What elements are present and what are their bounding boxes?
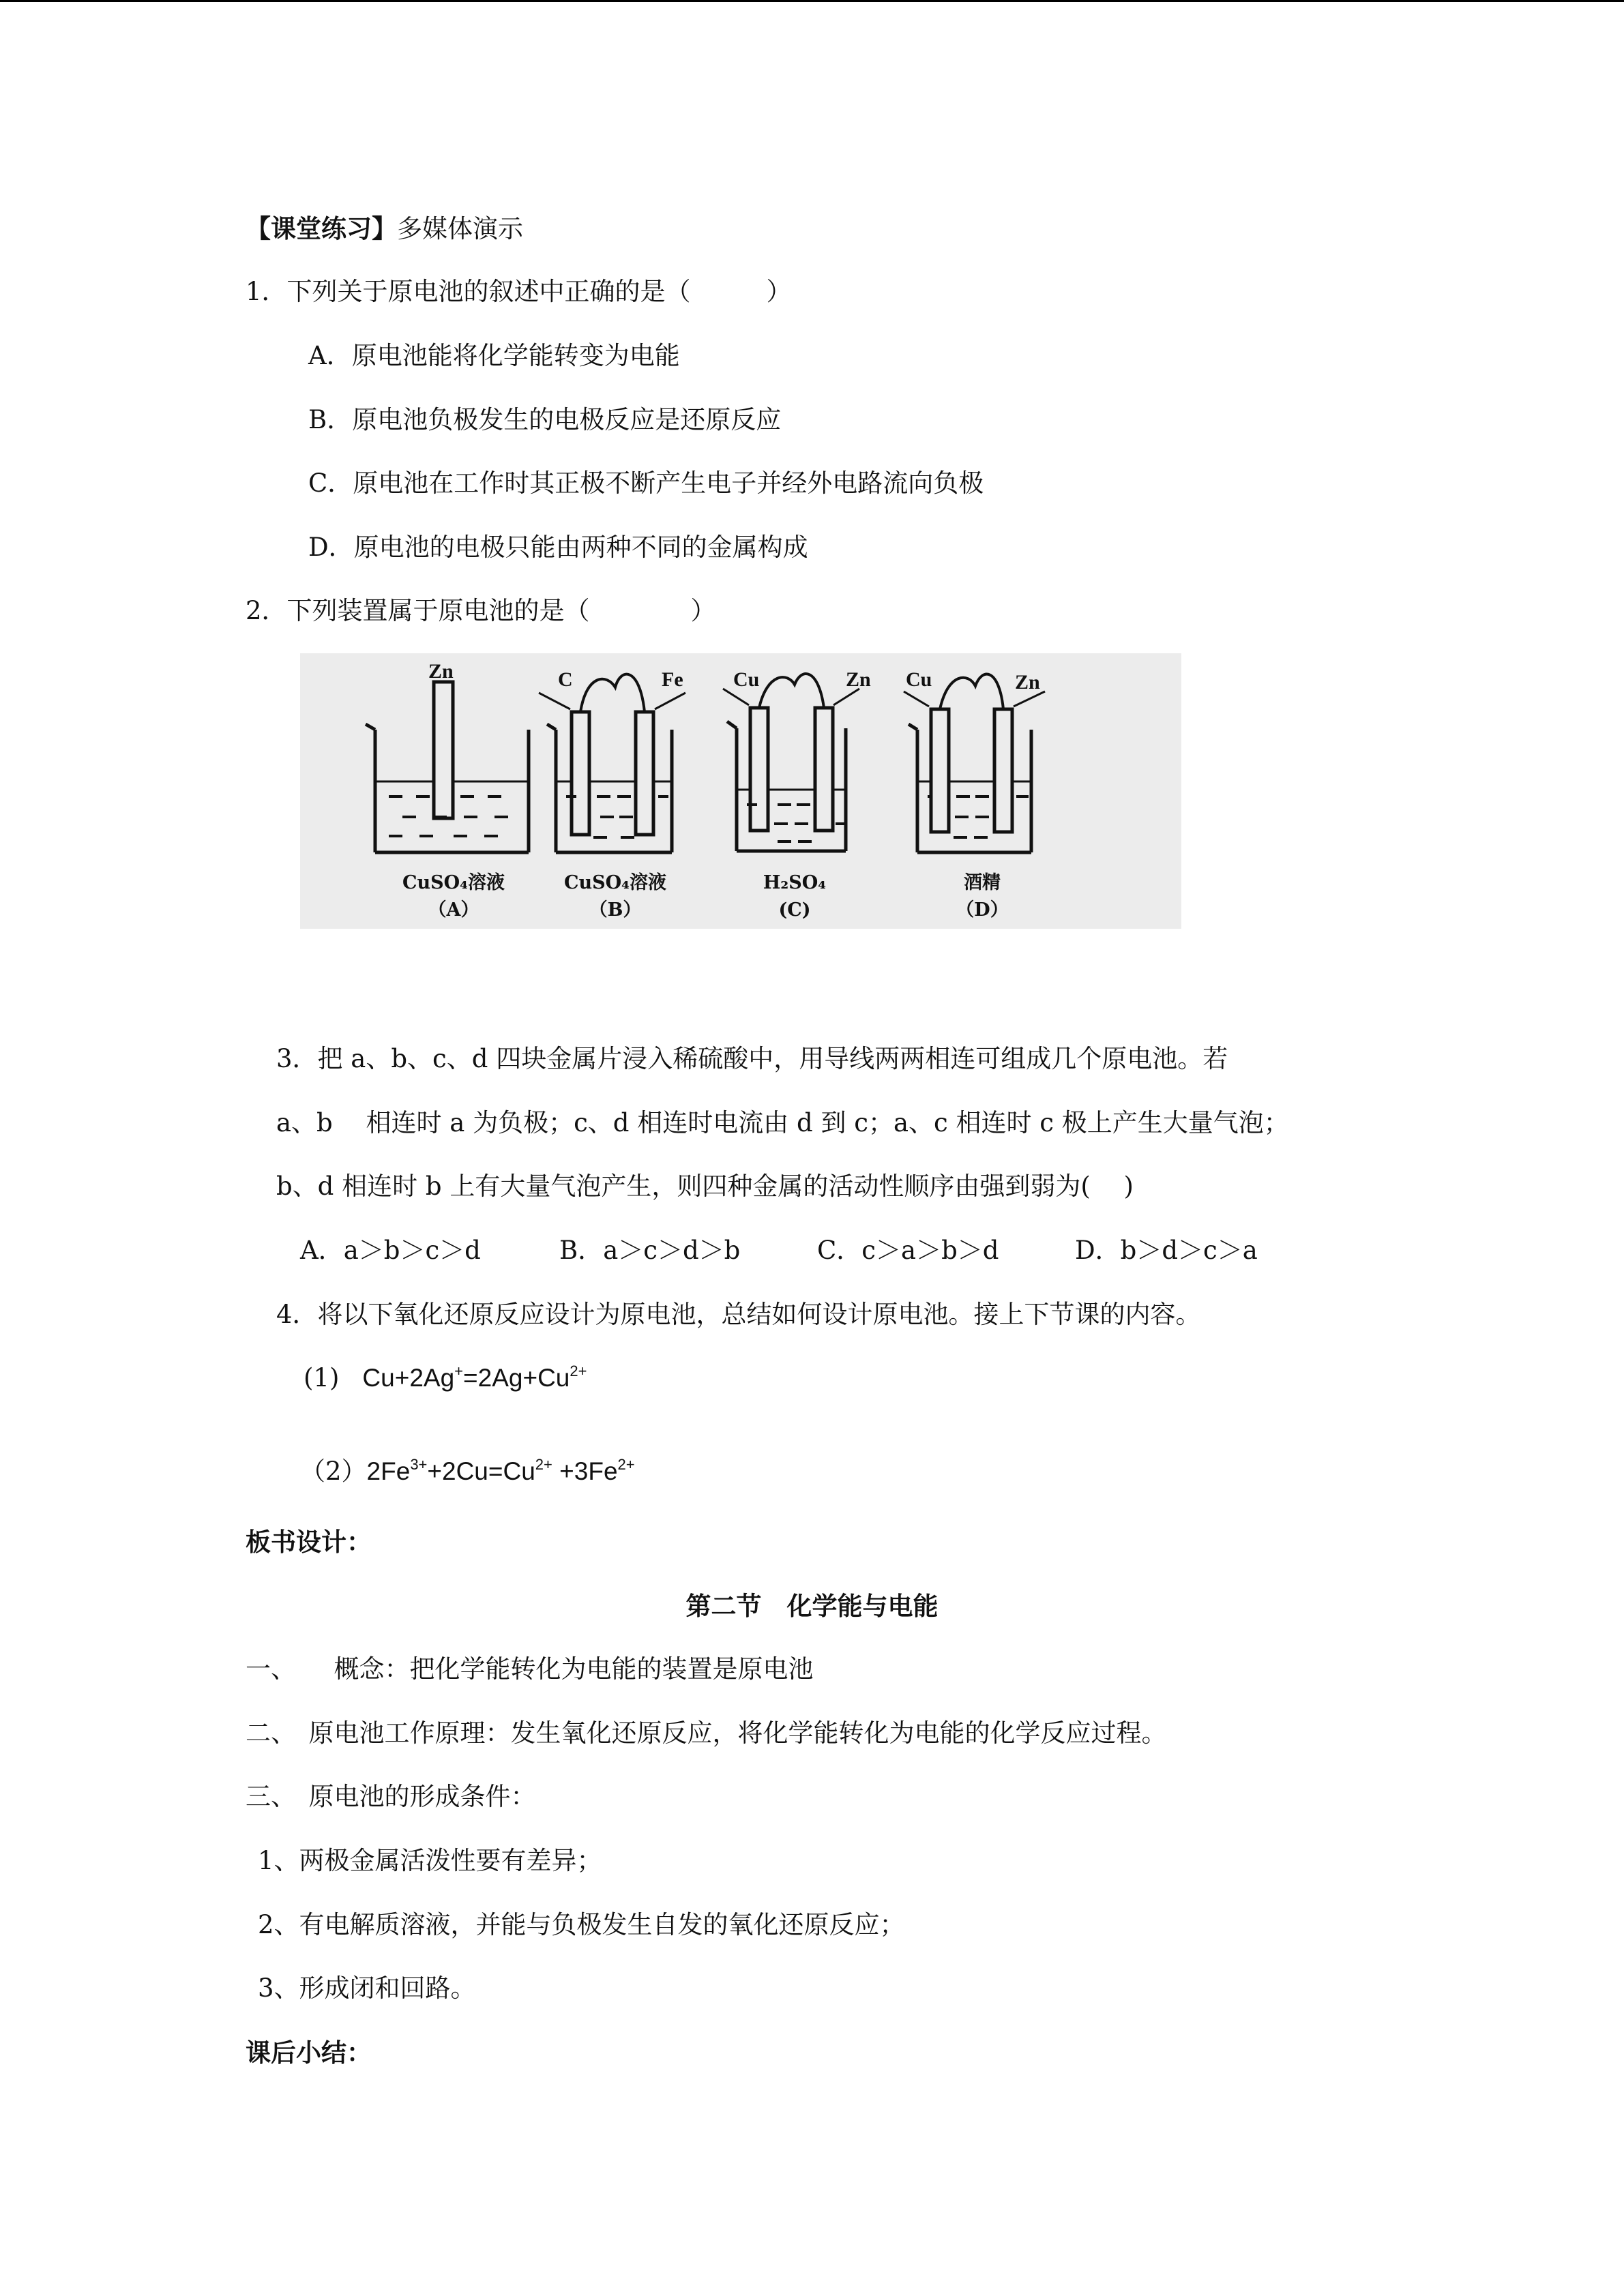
- label-c-electrode-2: Zn: [846, 668, 871, 691]
- label-b-solution: CuSO₄溶液: [564, 872, 666, 893]
- label-c-tag: (C): [778, 899, 811, 921]
- board-item-1: 一、 概念：把化学能转化为电能的装置是原电池: [246, 1654, 814, 1684]
- q3-line-3: b、d 相连时 b 上有大量气泡产生，则四种金属的活动性顺序由强到弱为( ): [276, 1172, 1134, 1201]
- q3-line-1: 3．把 a、b、c、d 四块金属片浸入稀硫酸中，用导线两两相连可组成几个原电池。若: [276, 1044, 1228, 1073]
- q1-option-a: A．原电池能将化学能转变为电能: [308, 341, 680, 370]
- label-a-electrode: Zn: [428, 660, 454, 683]
- q4-reaction-1-equation: $Cu+2Ag^+=2Ag+Cu^{2+}$: [362, 1362, 587, 1392]
- label-a-solution: CuSO₄溶液: [402, 872, 505, 893]
- q4-stem: 4．将以下氧化还原反应设计为原电池，总结如何设计原电池。接上下节课的内容。: [276, 1300, 1201, 1329]
- label-b-tag: （B）: [589, 899, 642, 921]
- label-c-electrode-1: Cu: [733, 668, 760, 691]
- summary-label: 课后小结：: [246, 2038, 372, 2068]
- label-d-electrode-1: Cu: [906, 668, 932, 691]
- q1-stem: 1．下列关于原电池的叙述中正确的是（ ）: [246, 277, 792, 306]
- label-c-solution: H₂SO₄: [763, 872, 827, 893]
- q4-reaction-1: [304, 1362, 587, 1394]
- board-item-2: 二、 原电池工作原理：发生氧化还原反应，将化学能转化为电能的化学反应过程。: [246, 1718, 1167, 1748]
- label-a-tag: （A）: [428, 899, 479, 921]
- q4-reaction-2: [300, 1456, 635, 1487]
- q1-option-b: B．原电池负极发生的电极反应是还原反应: [308, 405, 782, 434]
- label-d-tag: （D）: [956, 899, 1009, 921]
- practice-heading-rest: 多媒体演示: [397, 214, 523, 243]
- q3-line-2: a、b 相连时 a 为负极；c、d 相连时电流由 d 到 c；a、c 相连时 c 极上产生大量气泡；: [276, 1108, 1289, 1137]
- q3-option-d: D．b＞d＞c＞a: [1075, 1236, 1258, 1265]
- q3-option-c: C．c＞a＞b＞d: [817, 1236, 999, 1265]
- q1-option-d: D．原电池的电极只能由两种不同的金属构成: [308, 533, 808, 562]
- board-condition-3: 3、形成闭和回路。: [258, 1973, 476, 2003]
- board-condition-1: 1、两极金属活泼性要有差异；: [258, 1846, 602, 1875]
- board-title: 第二节 化学能与电能: [685, 1591, 939, 1621]
- galvanic-cell-figure: [300, 653, 1181, 929]
- board-condition-2: 2、有电解质溶液，并能与负极发生自发的氧化还原反应；: [258, 1910, 905, 1939]
- q4-reaction-2-equation: $2Fe^{3+}+2Cu=Cu^{2+} +3Fe^{2+}$: [366, 1455, 635, 1485]
- label-b-electrode-2: Fe: [662, 668, 683, 691]
- q2-stem: 2．下列装置属于原电池的是（ ）: [246, 596, 716, 625]
- board-design-label: 板书设计：: [246, 1527, 372, 1557]
- q1-option-c: C．原电池在工作时其正极不断产生电子并经外电路流向负极: [308, 468, 984, 498]
- q4-reaction-2-number: （2）: [300, 1457, 367, 1486]
- label-d-electrode-2: Zn: [1015, 671, 1040, 694]
- practice-heading-bold: 【课堂练习】: [246, 213, 397, 243]
- q4-reaction-1-number: (1): [304, 1363, 340, 1392]
- practice-heading: [246, 213, 523, 245]
- q3-option-a: A．a＞b＞c＞d: [300, 1236, 481, 1265]
- board-item-3: 三、 原电池的形成条件：: [246, 1782, 536, 1811]
- label-d-solution: 酒精: [964, 872, 1001, 893]
- q3-option-b: B．a＞c＞d＞b: [559, 1236, 741, 1265]
- page-top-border: [0, 0, 1624, 2]
- label-b-electrode-1: C: [558, 668, 573, 691]
